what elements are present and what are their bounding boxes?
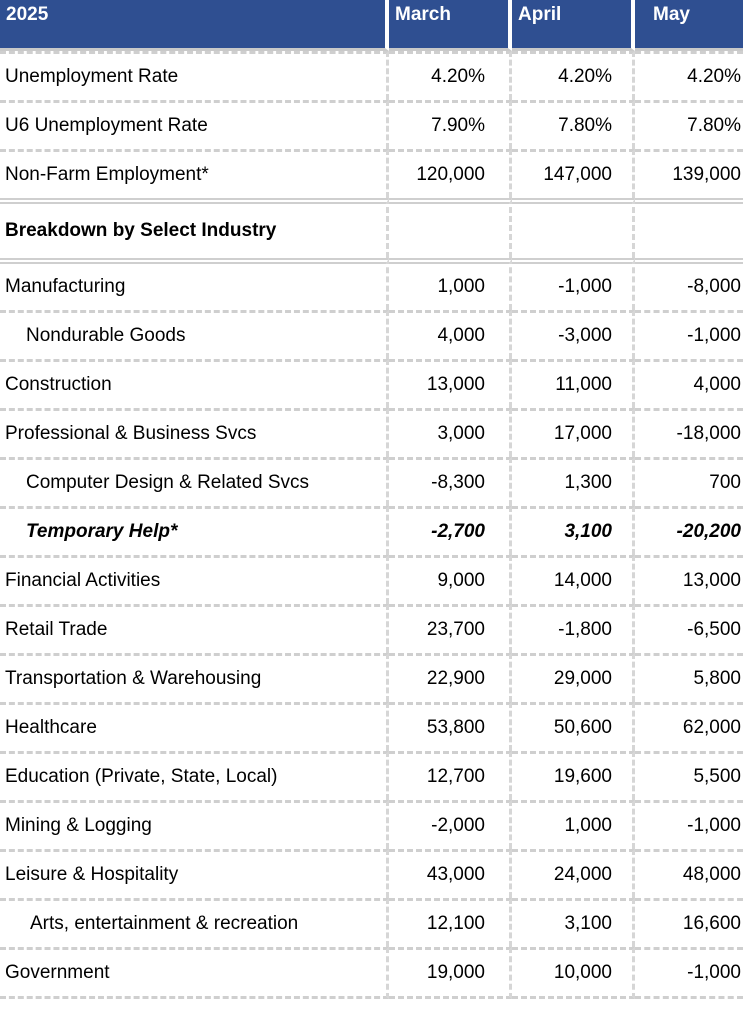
cell-may[interactable]: -1,000 <box>635 310 743 359</box>
cell-march[interactable]: 4.20% <box>389 51 512 100</box>
cell-march[interactable]: -2,000 <box>389 800 512 849</box>
section-row <box>0 198 743 258</box>
cell-may[interactable]: -6,500 <box>635 604 743 653</box>
cell-may[interactable]: 139,000 <box>635 149 743 198</box>
row-label[interactable]: Non-Farm Employment* <box>0 149 389 198</box>
cell-may[interactable]: 13,000 <box>635 555 743 604</box>
row-label[interactable]: Nondurable Goods <box>0 310 389 359</box>
row-label[interactable]: Construction <box>0 359 389 408</box>
header-april[interactable]: April <box>512 0 635 51</box>
header-may[interactable]: May <box>635 0 743 51</box>
row-label[interactable]: Government <box>0 947 389 999</box>
cell-april[interactable]: 4.20% <box>512 51 635 100</box>
row-label[interactable]: Financial Activities <box>0 555 389 604</box>
cell-march[interactable]: 53,800 <box>389 702 512 751</box>
cell-may[interactable]: -1,000 <box>635 800 743 849</box>
cell-march[interactable]: -2,700 <box>389 506 512 555</box>
table-row <box>0 751 743 800</box>
table-row <box>0 800 743 849</box>
cell-april[interactable]: 29,000 <box>512 653 635 702</box>
cell-april[interactable]: -1,000 <box>512 258 635 310</box>
cell-march[interactable]: 43,000 <box>389 849 512 898</box>
cell-may[interactable]: 16,600 <box>635 898 743 947</box>
row-label[interactable]: Manufacturing <box>0 258 389 310</box>
cell-april[interactable]: 50,600 <box>512 702 635 751</box>
cell-april[interactable]: 10,000 <box>512 947 635 999</box>
table-row <box>0 947 743 999</box>
table-row <box>0 359 743 408</box>
table-row <box>0 653 743 702</box>
cell-april[interactable]: 1,300 <box>512 457 635 506</box>
header-row <box>0 0 743 51</box>
table-row <box>0 457 743 506</box>
cell-march[interactable]: 3,000 <box>389 408 512 457</box>
table-row <box>0 604 743 653</box>
table-row <box>0 258 743 310</box>
cell-march[interactable]: 19,000 <box>389 947 512 999</box>
cell-april[interactable]: 19,600 <box>512 751 635 800</box>
row-label[interactable]: Arts, entertainment & recreation <box>0 898 389 947</box>
table-row <box>0 506 743 555</box>
header-march[interactable]: March <box>389 0 512 51</box>
row-label[interactable]: Professional & Business Svcs <box>0 408 389 457</box>
empty-cell[interactable] <box>635 198 743 258</box>
row-label[interactable]: Temporary Help* <box>0 506 389 555</box>
row-label[interactable]: Mining & Logging <box>0 800 389 849</box>
cell-april[interactable]: -3,000 <box>512 310 635 359</box>
cell-march[interactable]: 12,700 <box>389 751 512 800</box>
row-label[interactable]: Unemployment Rate <box>0 51 389 100</box>
cell-april[interactable]: 147,000 <box>512 149 635 198</box>
cell-may[interactable]: 62,000 <box>635 702 743 751</box>
cell-may[interactable]: -1,000 <box>635 947 743 999</box>
cell-april[interactable]: 1,000 <box>512 800 635 849</box>
cell-april[interactable]: 17,000 <box>512 408 635 457</box>
cell-april[interactable]: 11,000 <box>512 359 635 408</box>
row-label[interactable]: Education (Private, State, Local) <box>0 751 389 800</box>
row-label[interactable]: U6 Unemployment Rate <box>0 100 389 149</box>
row-label[interactable]: Leisure & Hospitality <box>0 849 389 898</box>
table-row <box>0 408 743 457</box>
cell-march[interactable]: 7.90% <box>389 100 512 149</box>
cell-may[interactable]: 48,000 <box>635 849 743 898</box>
table-row <box>0 51 743 100</box>
table-row <box>0 555 743 604</box>
cell-april[interactable]: -1,800 <box>512 604 635 653</box>
cell-april[interactable]: 3,100 <box>512 506 635 555</box>
table-row <box>0 702 743 751</box>
cell-may[interactable]: -8,000 <box>635 258 743 310</box>
row-label[interactable]: Transportation & Warehousing <box>0 653 389 702</box>
row-label[interactable]: Computer Design & Related Svcs <box>0 457 389 506</box>
cell-march[interactable]: 4,000 <box>389 310 512 359</box>
empty-cell[interactable] <box>389 198 512 258</box>
table-row <box>0 149 743 198</box>
cell-april[interactable]: 7.80% <box>512 100 635 149</box>
table-row <box>0 100 743 149</box>
cell-may[interactable]: 4,000 <box>635 359 743 408</box>
table-row <box>0 310 743 359</box>
table-row <box>0 849 743 898</box>
cell-march[interactable]: 12,100 <box>389 898 512 947</box>
cell-may[interactable]: 5,500 <box>635 751 743 800</box>
table-row <box>0 898 743 947</box>
row-label[interactable]: Healthcare <box>0 702 389 751</box>
cell-may[interactable]: 5,800 <box>635 653 743 702</box>
cell-march[interactable]: -8,300 <box>389 457 512 506</box>
cell-april[interactable]: 14,000 <box>512 555 635 604</box>
cell-march[interactable]: 23,700 <box>389 604 512 653</box>
cell-april[interactable]: 3,100 <box>512 898 635 947</box>
cell-may[interactable]: 7.80% <box>635 100 743 149</box>
cell-march[interactable]: 22,900 <box>389 653 512 702</box>
row-label[interactable]: Retail Trade <box>0 604 389 653</box>
cell-march[interactable]: 9,000 <box>389 555 512 604</box>
cell-may[interactable]: 4.20% <box>635 51 743 100</box>
empty-cell[interactable] <box>512 198 635 258</box>
cell-march[interactable]: 120,000 <box>389 149 512 198</box>
cell-may[interactable]: -20,200 <box>635 506 743 555</box>
cell-april[interactable]: 24,000 <box>512 849 635 898</box>
cell-may[interactable]: -18,000 <box>635 408 743 457</box>
header-year[interactable]: 2025 <box>0 0 389 51</box>
cell-march[interactable]: 1,000 <box>389 258 512 310</box>
section-title[interactable]: Breakdown by Select Industry <box>0 198 389 258</box>
cell-march[interactable]: 13,000 <box>389 359 512 408</box>
cell-may[interactable]: 700 <box>635 457 743 506</box>
